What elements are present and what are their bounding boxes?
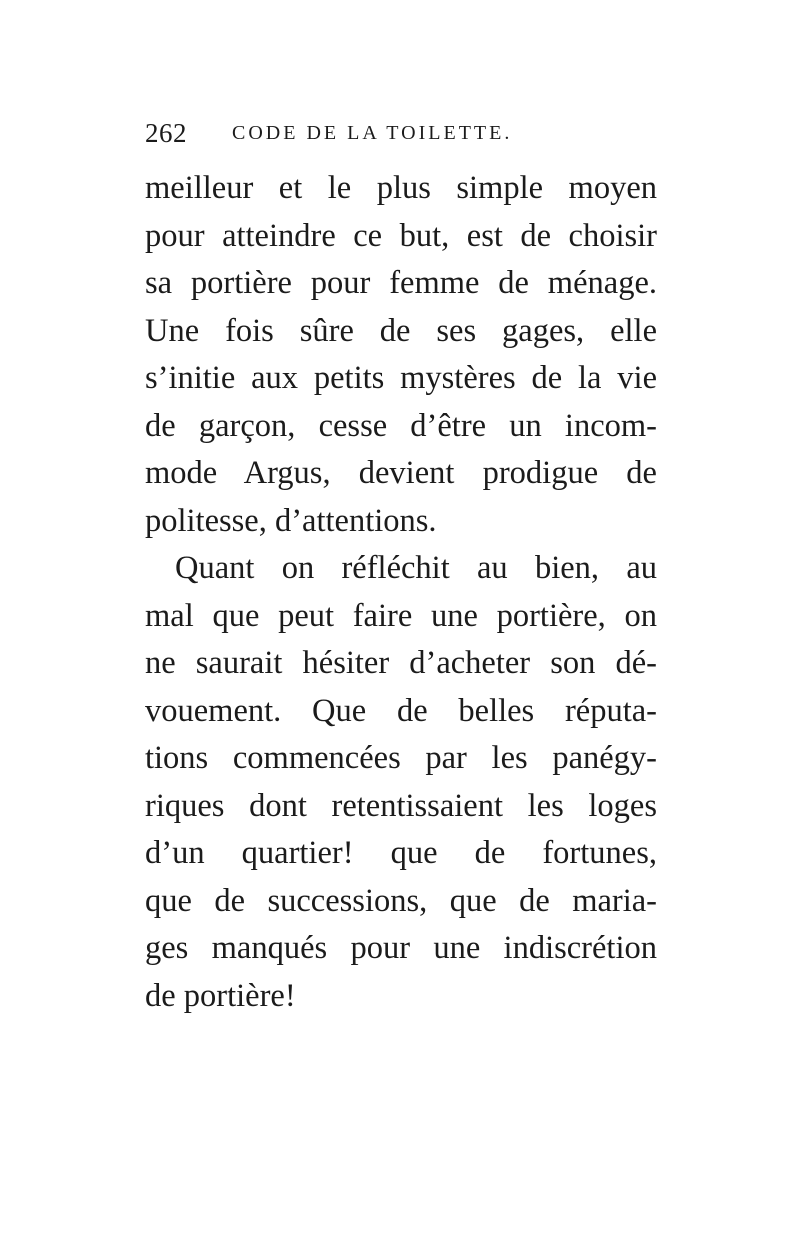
text-line: que de successions, que de maria-: [145, 882, 657, 919]
text-line: mal que peut faire une portière, on: [145, 597, 657, 634]
text-line: pour atteindre ce but, est de choisir: [145, 217, 657, 254]
book-title: CODE DE LA TOILETTE.: [232, 122, 513, 144]
text-line: vouement. Que de belles réputa-: [145, 692, 657, 729]
text-line: de garçon, cesse d’être un incom-: [145, 407, 657, 444]
body-text: [145, 165, 657, 1020]
paragraph-1: [145, 165, 657, 545]
text-line: ges manqués pour une indiscrétion: [145, 930, 657, 966]
text-line: tions commencées par les panégy-: [145, 740, 657, 776]
page-number: 262: [145, 118, 187, 148]
text-line: mode Argus, devient prodigue de: [145, 455, 657, 491]
text-line: sa portière pour femme de ménage.: [145, 265, 657, 301]
text-line: Une fois sûre de ses gages, elle: [145, 312, 657, 349]
text-line: politesse, d’attentions.: [145, 502, 437, 539]
paragraph-2: [145, 545, 657, 1020]
text-line: Quant on réfléchit au bien, au: [175, 550, 657, 586]
text-line: ne saurait hésiter d’acheter son dé-: [145, 645, 657, 681]
text-line: riques dont retentissaient les loges: [145, 787, 657, 824]
running-head: [145, 118, 660, 158]
text-line: d’un quartier! que de fortunes,: [145, 835, 657, 871]
text-line: meilleur et le plus simple moyen: [145, 170, 657, 206]
text-line: s’initie aux petits mystères de la vie: [145, 360, 657, 396]
text-line: de portière!: [145, 977, 296, 1014]
